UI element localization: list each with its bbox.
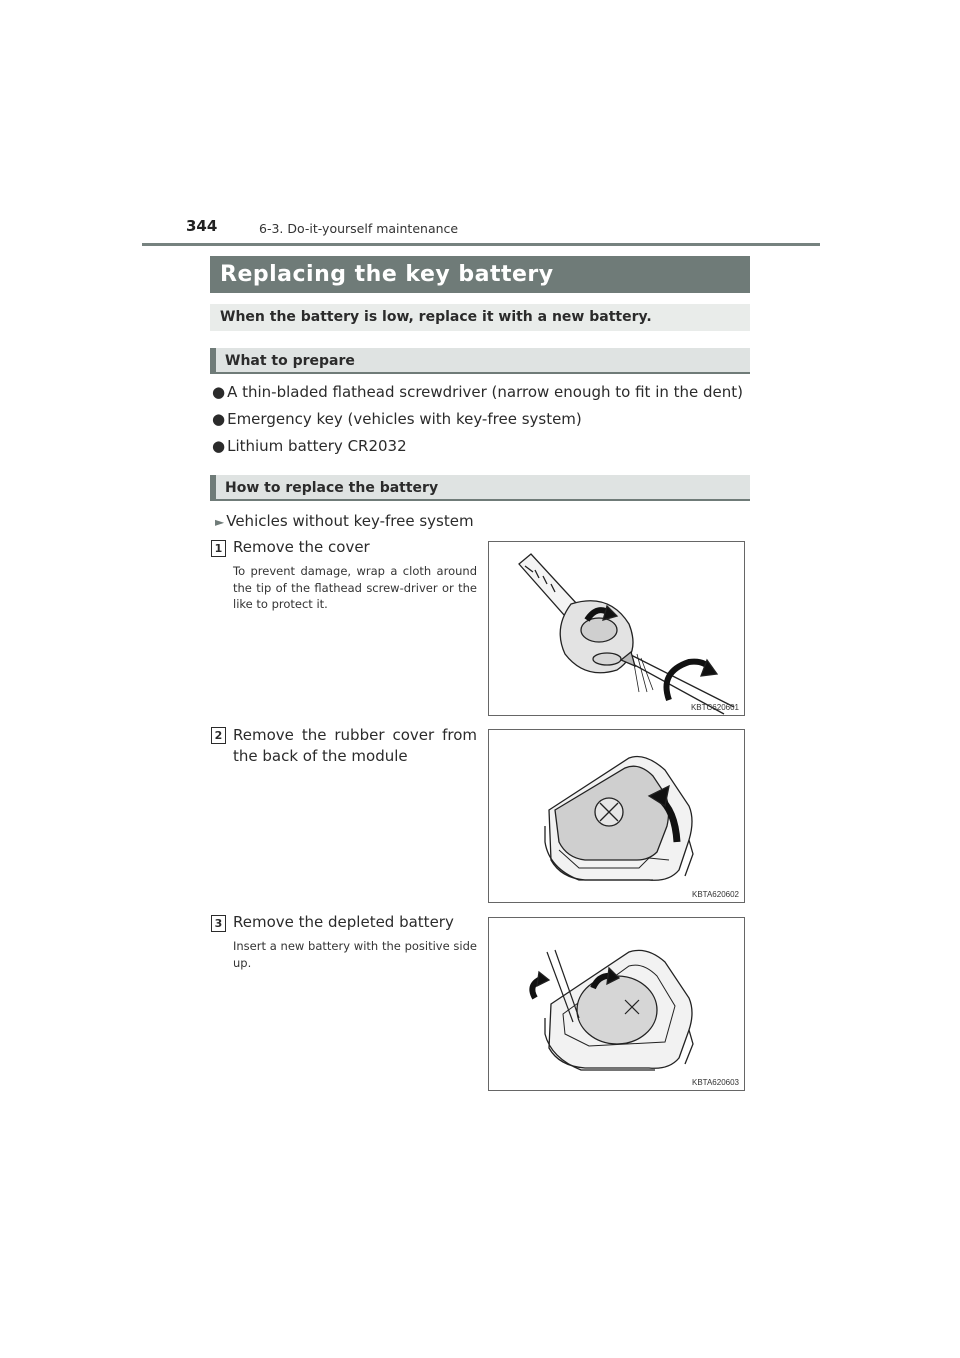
- page-title: Replacing the key battery: [210, 256, 750, 293]
- bullet-icon: ●: [212, 437, 226, 455]
- figure-battery: [488, 917, 745, 1091]
- step-title: Remove the depleted battery: [233, 913, 454, 931]
- header-divider: [142, 243, 820, 246]
- intro-text: When the battery is low, replace it with a new battery.: [210, 304, 750, 331]
- step-number: 1: [211, 540, 226, 557]
- prepare-item-text: Lithium battery CR2032: [227, 437, 407, 455]
- prepare-item-text: Emergency key (vehicles with key-free system): [227, 410, 582, 428]
- page-number: 344: [186, 217, 218, 235]
- section-reference: 6-3. Do-it-yourself maintenance: [259, 221, 459, 236]
- prepare-item: [212, 410, 582, 428]
- variant-text: Vehicles without key-free system: [226, 512, 474, 530]
- figure-rubber-cover: [488, 729, 745, 903]
- how-to-replace-heading: How to replace the battery: [210, 475, 750, 501]
- bullet-icon: ●: [212, 383, 226, 401]
- step-note: Insert a new battery with the positive side up.: [233, 939, 477, 970]
- step-number: 3: [211, 915, 226, 932]
- prepare-item-text: A thin-bladed flathead screwdriver (narrow enough to fit in the dent): [227, 383, 744, 401]
- figure-code: KBTC620601: [690, 703, 739, 712]
- key-illustration: [489, 542, 745, 716]
- bullet-icon: ●: [212, 410, 226, 428]
- step-title: Remove the rubber cover from the back of the module: [233, 726, 477, 765]
- variant-label: [215, 512, 474, 530]
- what-to-prepare-heading: What to prepare: [210, 348, 750, 374]
- figure-key-cover: [488, 541, 745, 716]
- step-note: To prevent damage, wrap a cloth around the tip of the flathead screw-driver or the like to protect it.: [233, 564, 477, 611]
- step-number: 2: [211, 727, 226, 744]
- prepare-item: [212, 383, 743, 401]
- figure-code: KBTA620602: [692, 890, 739, 899]
- prepare-item: [212, 437, 407, 455]
- triangle-icon: ►: [215, 515, 225, 529]
- figure-code: KBTA620603: [692, 1078, 739, 1087]
- step-title: Remove the cover: [233, 538, 370, 556]
- battery-illustration: [489, 918, 745, 1091]
- module-illustration: [489, 730, 745, 903]
